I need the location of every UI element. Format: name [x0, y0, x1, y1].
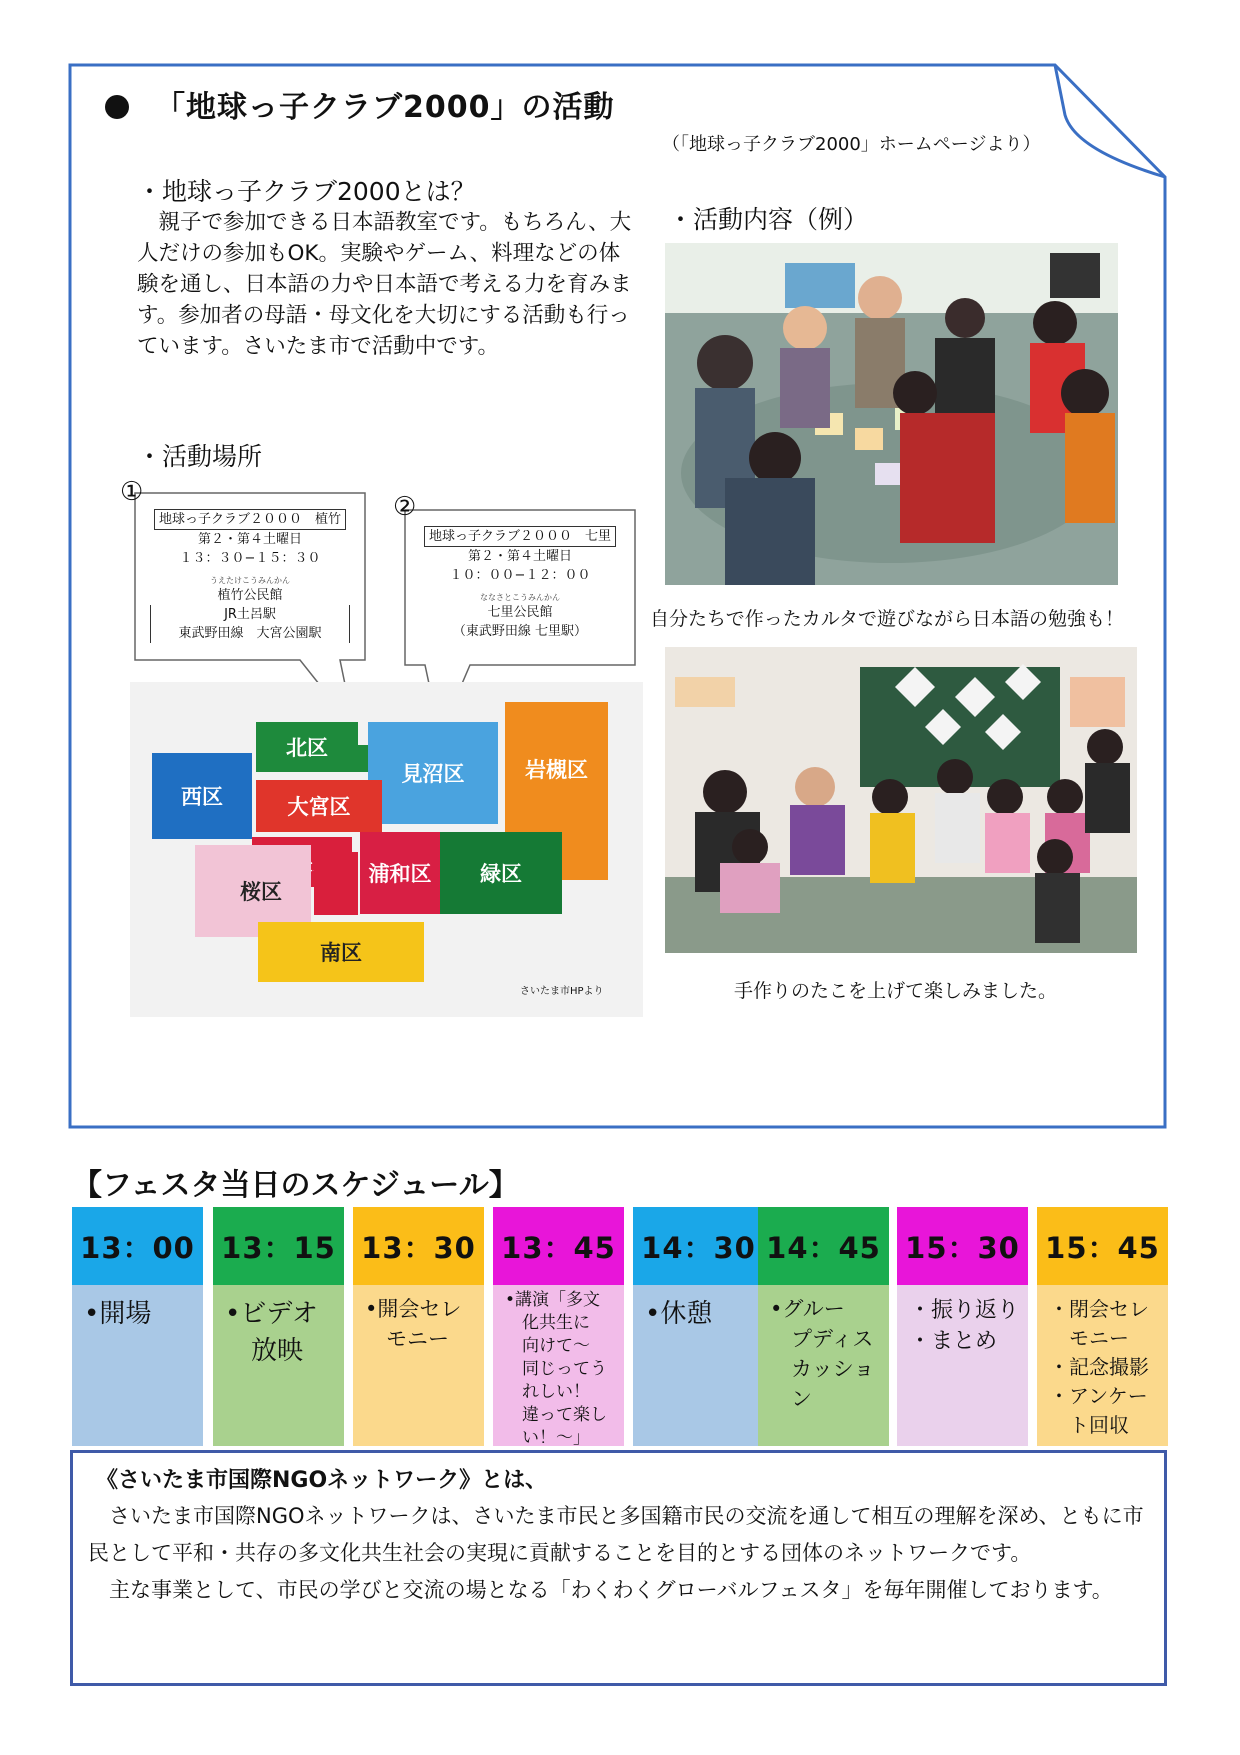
slot-time: 14：45: [758, 1207, 889, 1285]
slot-line: •休憩: [645, 1299, 713, 1329]
location-1-station1: JR土呂駅: [150, 605, 350, 624]
karuta-caption: 自分たちで作ったカルタで遊びながら日本語の勉強も！: [650, 608, 1125, 630]
location-2-days: 第２・第４土曜日: [467, 549, 572, 564]
ngo-info-box: [70, 1450, 1167, 1686]
slot-time: 15：45: [1037, 1207, 1168, 1285]
ward-kita: 北区: [256, 722, 358, 772]
slot-line: ・閉会セレ: [1049, 1297, 1149, 1321]
ngo-title: 《さいたま市国際NGOネットワーク》とは、: [96, 1468, 548, 1493]
ward-iwatsuki: 岩槻区: [505, 702, 608, 880]
location-1-station2: 東武野田線 大宮公園駅: [150, 624, 350, 643]
slot-line: 違って楽し: [505, 1405, 607, 1425]
schedule-slot-7: [897, 1207, 1028, 1446]
slot-line: カッショ: [770, 1357, 875, 1381]
slot-line: •ビデオ: [225, 1299, 318, 1329]
location-1-days: 第２・第４土曜日: [197, 532, 302, 547]
about-heading: ・地球っ子クラブ2000とは？: [137, 177, 476, 206]
slot-time: 13：30: [353, 1207, 484, 1285]
location-1-venue: 植竹公民館: [217, 588, 283, 603]
schedule-slot-2: [213, 1207, 344, 1446]
slot-line: 放映: [225, 1336, 304, 1366]
slot-line: ・記念撮影: [1049, 1355, 1149, 1379]
slot-line: れしい！: [505, 1382, 590, 1402]
ngo-paragraph-2: 主な事業として、市民の学びと交流の場となる「わくわくグローバルフェスタ」を毎年開催しております。: [88, 1578, 1113, 1602]
slot-line: •講演「多文: [505, 1290, 601, 1310]
ward-omiya: 大宮区: [256, 780, 382, 832]
schedule-slot-1: [72, 1207, 203, 1446]
schedule-slot-6: [758, 1207, 889, 1446]
location-1-number: ①: [120, 477, 144, 507]
slot-line: ト回収: [1049, 1413, 1129, 1437]
location-1-name: 地球っ子クラブ２０００ 植竹: [154, 509, 346, 530]
slot-time: 13：00: [72, 1207, 203, 1285]
schedule-slot-3: [353, 1207, 484, 1446]
slot-body: [493, 1285, 624, 1446]
slot-body: [213, 1285, 344, 1446]
slot-line: ・まとめ: [909, 1329, 998, 1354]
bubble-outlines: [0, 0, 700, 760]
location-2-ruby: ななさとこうみんかん: [480, 593, 560, 602]
map-credit: さいたま市HPより: [520, 986, 604, 997]
location-1-ruby: うえたけこうみんかん: [210, 576, 290, 585]
slot-line: ン: [770, 1387, 812, 1411]
slot-line: モニー: [1049, 1326, 1129, 1350]
slot-body: [758, 1285, 889, 1446]
slot-line: ・振り返り: [909, 1298, 1020, 1323]
location-2-name: 地球っ子クラブ２０００ 七里: [424, 526, 616, 547]
location-2-bubble: [410, 525, 630, 641]
slot-body: [353, 1285, 484, 1446]
ward-minuma: 見沼区: [368, 722, 498, 824]
ward-urawa: 浦和区: [360, 832, 440, 914]
slot-body: [1037, 1285, 1168, 1446]
slot-time: 15：30: [897, 1207, 1028, 1285]
slot-line: 同じってう: [505, 1359, 607, 1379]
ward-nishi: 西区: [152, 753, 252, 839]
location-1-time: １３：３０−１５：３０: [179, 551, 321, 566]
slot-time: 13：15: [213, 1207, 344, 1285]
slot-time: 14：30: [633, 1207, 764, 1285]
karuta-photo: [665, 243, 1118, 585]
slot-line: 向けて〜: [505, 1336, 590, 1356]
schedule-slot-5: [633, 1207, 764, 1446]
source-note: （「地球っ子クラブ2000」ホームページより）: [662, 134, 1041, 155]
panel-title-text: 「地球っ子クラブ2000」の活動: [155, 90, 615, 125]
slot-line: •開会セレ: [365, 1297, 462, 1321]
location-2-venue: 七里公民館: [487, 605, 553, 620]
ngo-paragraph-1: さいたま市国際NGOネットワークは、さいたま市民と多国籍市民の交流を通して相互の理解を深め、ともに市民として平和・共存の多文化共生社会の実現に貢献することを目的とする団体のネットワークです。: [88, 1504, 1144, 1565]
schedule-slot-4: [493, 1207, 624, 1446]
ward-minami: 南区: [258, 922, 424, 982]
activity-heading: ・活動内容（例）: [668, 205, 869, 234]
about-body: 親子で参加できる日本語教室です。もちろん、大人だけの参加もOK。実験やゲーム、料理などの体験を通し、日本語の力や日本語で考える力を育みます。参加者の母語・母文化を大切にする活動も行っています。さいたま市で活動中です。: [137, 210, 632, 359]
ward-chuo-part: [314, 852, 358, 915]
ward-sakura: 桜区: [195, 845, 311, 937]
slot-line: 化共生に: [505, 1313, 590, 1333]
location-2-station: （東武野田線 七里駅）: [452, 624, 588, 639]
kite-photo: [665, 647, 1137, 953]
slot-line: プディス: [770, 1327, 874, 1351]
ward-minami-part: [262, 947, 302, 975]
location-2-time: １０：００−１２：００: [449, 568, 591, 583]
schedule-slot-8: [1037, 1207, 1168, 1446]
kite-caption: 手作りのたこを上げて楽しみました。: [734, 980, 1058, 1002]
slot-line: ・アンケー: [1049, 1384, 1148, 1408]
slot-body: [72, 1285, 203, 1446]
slot-body: [633, 1285, 764, 1446]
ward-midori: 緑区: [440, 832, 562, 914]
slot-line: い！〜」: [505, 1428, 590, 1448]
location-2-number: ②: [393, 492, 417, 522]
slot-body: [897, 1285, 1028, 1446]
schedule-title: 【フェスタ当日のスケジュール】: [72, 1168, 519, 1203]
slot-line: モニー: [365, 1327, 449, 1351]
location-1-bubble: [140, 508, 360, 643]
slot-line: •開場: [84, 1299, 152, 1329]
locations-heading: ・活動場所: [137, 442, 263, 471]
slot-line: •グルー: [770, 1297, 845, 1321]
slot-time: 13：45: [493, 1207, 624, 1285]
